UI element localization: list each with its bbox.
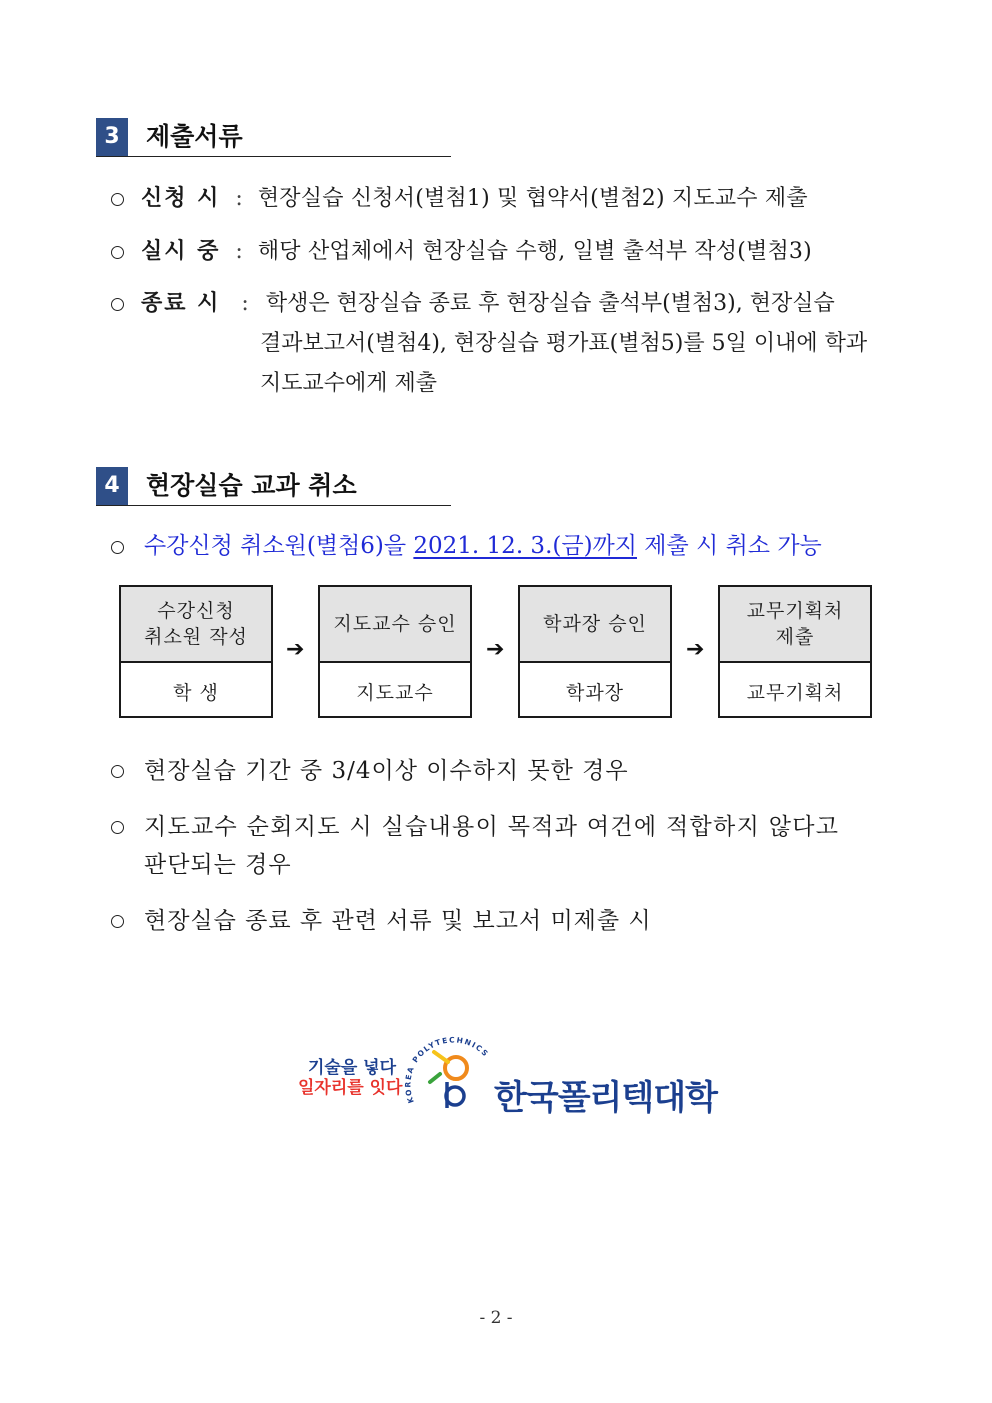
flow-step <box>119 585 273 718</box>
page-number: - 2 - <box>479 1308 513 1328</box>
list-item <box>141 289 835 319</box>
section-3-header <box>96 118 451 157</box>
item-term: 종료 시 <box>141 291 221 316</box>
flow-step <box>318 585 472 718</box>
arrow-right-icon: ➔ <box>686 637 705 662</box>
deadline-date: 2021. 12. 3.(금)까지 <box>413 533 637 559</box>
polytechnic-logo <box>298 1022 717 1132</box>
flow-step-actor: 학과장 <box>565 682 625 704</box>
bullet-icon <box>111 246 124 259</box>
flow-step <box>718 585 872 718</box>
condition-line: 지도교수 순회지도 시 실습내용이 목적과 여건에 적합하지 않다고 <box>144 814 840 840</box>
section-number: 4 <box>96 467 128 505</box>
item-text-line: 결과보고서(별첨4), 현장실습 평가표(별첨5)를 5일 이내에 학과 <box>260 331 868 356</box>
flow-step-title: 지도교수 승인 <box>320 587 470 663</box>
section-title: 제출서류 <box>146 122 243 151</box>
section-4-header <box>96 467 451 506</box>
item-colon: : <box>235 186 243 211</box>
item-text: 현장실습 신청서(별첨1) 및 협약서(별첨2) 지도교수 제출 <box>257 186 808 211</box>
flow-step-actor: 교무기획처 <box>746 682 844 704</box>
cancellation-notice <box>144 530 822 562</box>
svg-text:KOREA POLYTECHNICS: KOREA POLYTECHNICS <box>403 1035 491 1105</box>
logo-slogan: 기술을 넣다 일자리를 잇다 <box>298 1058 403 1098</box>
bullet-icon <box>111 541 124 554</box>
bullet-icon <box>111 298 124 311</box>
flow-step-actor: 지도교수 <box>356 682 434 704</box>
bullet-icon <box>111 193 124 206</box>
arrow-right-icon: ➔ <box>286 637 305 662</box>
condition-line: 현장실습 기간 중 3/4이상 이수하지 못한 경우 <box>144 758 629 784</box>
arrow-right-icon: ➔ <box>486 637 505 662</box>
list-item <box>141 237 812 267</box>
item-colon: : <box>241 291 249 316</box>
emblem-icon <box>400 1022 500 1122</box>
flow-step-actor: 학 생 <box>173 682 219 704</box>
condition-line: 판단되는 경우 <box>144 852 292 878</box>
item-text-line: 학생은 현장실습 종료 후 현장실습 출석부(별첨3), 현장실습 <box>265 291 835 316</box>
item-text: 해당 산업체에서 현장실습 수행, 일별 출석부 작성(별첨3) <box>257 239 812 264</box>
section-title: 현장실습 교과 취소 <box>146 471 357 500</box>
flow-step-title: 수강신청 취소원 작성 <box>121 587 271 663</box>
logo-name: 한국폴리텍대학 <box>494 1078 717 1118</box>
item-text-line: 지도교수에게 제출 <box>260 371 438 396</box>
condition-line: 현장실습 종료 후 관련 서류 및 보고서 미제출 시 <box>144 908 652 934</box>
flow-step <box>518 585 672 718</box>
item-colon: : <box>235 239 243 264</box>
item-term: 실시 중 <box>141 239 221 264</box>
section-number: 3 <box>96 118 128 156</box>
notice-text: 수강신청 취소원(별첨6)을 <box>144 533 414 559</box>
item-term: 신청 시 <box>141 186 221 211</box>
bullet-icon <box>111 821 124 834</box>
bullet-icon <box>111 915 124 928</box>
notice-text: 제출 시 취소 가능 <box>636 533 822 559</box>
flow-step-title: 교무기획처 제출 <box>720 587 870 663</box>
flow-step-title: 학과장 승인 <box>520 587 670 663</box>
bullet-icon <box>111 765 124 778</box>
list-item <box>141 184 808 214</box>
